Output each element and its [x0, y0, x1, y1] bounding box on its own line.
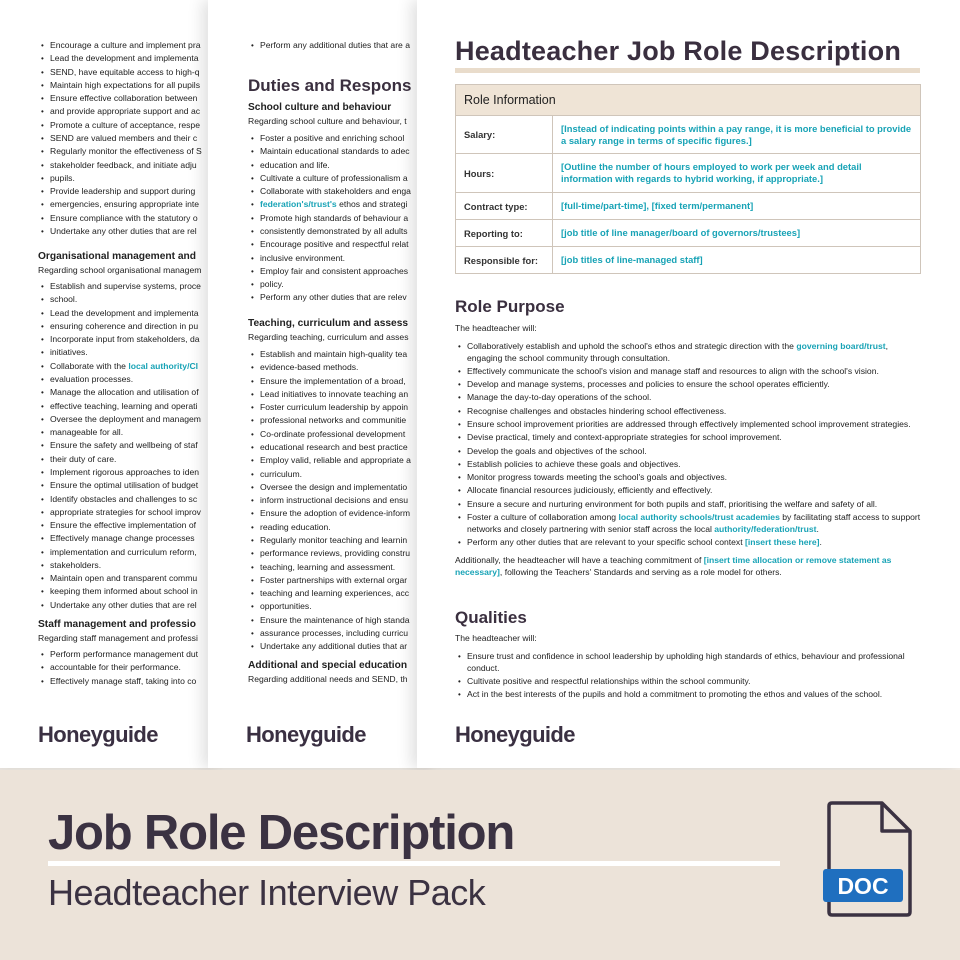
list-item: • consistently demonstrated by all adults — [260, 226, 411, 238]
list-item: • Implement rigorous approaches to iden — [50, 467, 201, 479]
list-item: • assurance processes, including curricu — [260, 628, 411, 640]
page2-section1-link-line — [248, 199, 411, 211]
list-item: • federation's/trust's ethos and strategi — [260, 199, 411, 211]
page2-top-list — [248, 40, 410, 53]
list-item: • inform instructional decisions and ensu — [260, 495, 411, 507]
role-purpose-list-c — [455, 512, 922, 548]
list-item: • initiatives. — [50, 347, 201, 359]
list-item: • their duty of care. — [50, 454, 201, 466]
list-item: • Lead the development and implementa — [50, 53, 202, 65]
document-page-2 — [208, 0, 438, 768]
list-item: • Manage the allocation and utilisation of — [50, 387, 201, 399]
document-page-1 — [0, 0, 220, 768]
list-item: • Ensure effective collaboration between — [50, 93, 202, 105]
list-item: • evaluation processes. — [50, 374, 201, 386]
row-label: Salary: — [456, 116, 553, 154]
doc-file-icon — [820, 800, 916, 918]
list-item: • Maintain educational standards to adec — [260, 146, 411, 158]
row-value: [job title of line manager/board of governors/trustees] — [553, 220, 921, 247]
role-purpose-list — [455, 341, 922, 364]
list-item: • education and life. — [260, 160, 411, 172]
list-item: • performance reviews, providing constru — [260, 548, 411, 560]
list-item: • Lead the development and implementa — [50, 308, 201, 320]
list-item: • Undertake any other duties that are rel — [50, 600, 201, 612]
table-row — [456, 154, 921, 193]
row-value: [full-time/part-time], [fixed term/permanent] — [553, 193, 921, 220]
page2-section3-intro: Regarding additional needs and SEND, th — [248, 674, 408, 684]
role-purpose-list-b — [455, 366, 922, 510]
list-item: • Ensure the maintenance of high standa — [260, 615, 411, 627]
list-item: • Perform any other duties that are relevant to your specific school context [insert these here]. — [467, 537, 922, 549]
list-item: • Ensure the safety and wellbeing of staf — [50, 440, 201, 452]
list-item: • Foster a culture of collaboration among local authority schools/trust academies by facilitating staff access to support networks and closely partnering with senior staff across the local authority/federation/trust. — [467, 512, 922, 535]
list-item: • effective teaching, learning and operati — [50, 401, 201, 413]
page2-section2-list — [248, 349, 411, 653]
list-item: • Ensure the optimal utilisation of budget — [50, 480, 201, 492]
table-row — [456, 193, 921, 220]
table-row — [456, 116, 921, 154]
list-item: • Devise practical, timely and context-appropriate strategies for school improvement. — [467, 432, 922, 444]
doc-label: DOC — [837, 873, 889, 899]
list-item: • Collaborate with the local authority/Cl — [50, 361, 201, 373]
title-underline — [455, 68, 920, 73]
list-item: • Ensure the implementation of a broad, — [260, 376, 411, 388]
table-header: Role Information — [456, 85, 921, 116]
list-item: • pupils. — [50, 173, 202, 185]
page1-section3-list — [38, 649, 198, 687]
list-item: • Employ fair and consistent approaches — [260, 266, 411, 278]
list-item: • Develop the goals and objectives of the school. — [467, 446, 922, 458]
list-item: • Oversee the deployment and managem — [50, 414, 201, 426]
page1-section2-intro: Regarding school organisational managem — [38, 265, 202, 275]
list-item: • stakeholder feedback, and initiate adju — [50, 160, 202, 172]
list-item: • Perform performance management dut — [50, 649, 198, 661]
page1-section2-title: Organisational management and — [38, 251, 196, 262]
list-item: • inclusive environment. — [260, 253, 411, 265]
list-item: • school. — [50, 294, 201, 306]
list-item: • educational research and best practice — [260, 442, 411, 454]
table-row — [456, 247, 921, 274]
banner-subtitle: Headteacher Interview Pack — [48, 872, 486, 913]
list-item: • Lead initiatives to innovate teaching an — [260, 389, 411, 401]
list-item: • Establish and maintain high-quality tea — [260, 349, 411, 361]
list-item: • Perform any additional duties that are a — [260, 40, 410, 52]
list-item: • Encourage a culture and implement pra — [50, 40, 202, 52]
teaching-commitment-text: Additionally, the headteacher will have a teaching commitment of [insert time allocation or remove statement as necessary], following the Teachers' Standards and serving as a role model for others. — [455, 555, 892, 578]
list-item: • Cultivate a culture of professionalism a — [260, 173, 411, 185]
list-item: • Ensure the effective implementation of — [50, 520, 201, 532]
list-item: • emergencies, ensuring appropriate inte — [50, 199, 202, 211]
list-item: • Recognise challenges and obstacles hindering school effectiveness. — [467, 406, 922, 418]
list-item: • policy. — [260, 279, 411, 291]
list-item: • Monitor progress towards meeting the school's goals and objectives. — [467, 472, 922, 484]
list-item: • SEND are valued members and their c — [50, 133, 202, 145]
banner-title: Job Role Description — [48, 806, 515, 860]
page2-section1-title: School culture and behaviour — [248, 102, 392, 113]
list-item: • Foster partnerships with external orgar — [260, 575, 411, 587]
list-item: • and provide appropriate support and ac — [50, 106, 202, 118]
list-item: • Foster curriculum leadership by appoin — [260, 402, 411, 414]
list-item: • accountable for their performance. — [50, 662, 198, 674]
page1-top-list — [38, 40, 202, 239]
list-item: • Collaborate with stakeholders and enga — [260, 186, 411, 198]
page2-section1-list — [248, 133, 411, 198]
page1-section3-intro: Regarding staff management and professi — [38, 633, 198, 643]
list-item: • manageable for all. — [50, 427, 201, 439]
list-item: • Oversee the design and implementatio — [260, 482, 411, 494]
page2-section2-title: Teaching, curriculum and assess — [248, 318, 409, 329]
list-item: • Undertake any additional duties that ar — [260, 641, 411, 653]
list-item: • Ensure the adoption of evidence-inform — [260, 508, 411, 520]
row-label: Responsible for: — [456, 247, 553, 274]
list-item: • Undertake any other duties that are rel — [50, 226, 202, 238]
qualities-heading: Qualities — [455, 608, 527, 627]
list-item: • Employ valid, reliable and appropriate a — [260, 455, 411, 467]
list-item: • Provide leadership and support during — [50, 186, 202, 198]
list-item: • Maintain high expectations for all pupils — [50, 80, 202, 92]
list-item: • Establish and supervise systems, proce — [50, 281, 201, 293]
list-item: • Perform any other duties that are relev — [260, 292, 411, 304]
list-item: • Maintain open and transparent commu — [50, 573, 201, 585]
page2-section1-list-b — [248, 213, 411, 304]
list-item: • Effectively manage staff, taking into co — [50, 676, 198, 688]
qualities-intro: The headteacher will: — [455, 633, 537, 643]
table-row — [456, 220, 921, 247]
page1-section3-title: Staff management and professio — [38, 619, 196, 630]
list-item: • Identify obstacles and challenges to sc — [50, 494, 201, 506]
row-value: [Instead of indicating points within a pay range, it is more beneficial to provide a salary range in terms of specific figures.] — [553, 116, 921, 154]
list-item: • appropriate strategies for school improv — [50, 507, 201, 519]
list-item: • Ensure school improvement priorities are addressed through effectively implemented school improvement strategies. — [467, 419, 922, 431]
list-item: • Foster a positive and enriching school — [260, 133, 411, 145]
row-label: Reporting to: — [456, 220, 553, 247]
page1-section2-list-b — [38, 361, 201, 373]
list-item: • curriculum. — [260, 469, 411, 481]
list-item: • Allocate financial resources judiciously, efficiently and effectively. — [467, 485, 922, 497]
list-item: • Ensure compliance with the statutory o — [50, 213, 202, 225]
list-item: • Promote high standards of behaviour a — [260, 213, 411, 225]
list-item: • Regularly monitor teaching and learnin — [260, 535, 411, 547]
list-item: • SEND, have equitable access to high-q — [50, 67, 202, 79]
list-item: • Manage the day-to-day operations of the school. — [467, 392, 922, 404]
document-title: Headteacher Job Role Description — [455, 36, 902, 66]
row-label: Hours: — [456, 154, 553, 193]
document-page-3 — [417, 0, 960, 768]
role-purpose-intro: The headteacher will: — [455, 323, 537, 333]
row-label: Contract type: — [456, 193, 553, 220]
list-item: • reading education. — [260, 522, 411, 534]
page1-section2-list-c — [38, 374, 201, 611]
list-item: • Act in the best interests of the pupils and hold a commitment to promoting the ethos and values of the school. — [467, 689, 922, 701]
list-item: • Effectively communicate the school's vision and manage staff and resources to align with the school's vision. — [467, 366, 922, 378]
list-item: • Effectively manage change processes — [50, 533, 201, 545]
page2-section2-intro: Regarding teaching, curriculum and asses — [248, 332, 409, 342]
list-item: • Ensure trust and confidence in school leadership by upholding high standards of ethics, behaviour and professional conduct. — [467, 651, 922, 674]
list-item: • Cultivate positive and respectful relationships within the school community. — [467, 676, 922, 688]
list-item: • Develop and manage systems, processes and policies to ensure the school operates efficiently. — [467, 379, 922, 391]
role-purpose-heading: Role Purpose — [455, 297, 565, 316]
list-item: • teaching, learning and assessment. — [260, 562, 411, 574]
list-item: • Encourage positive and respectful relat — [260, 239, 411, 251]
list-item: • keeping them informed about school in — [50, 586, 201, 598]
honeyguide-logo: Honeyguide — [246, 722, 366, 747]
list-item: • ensuring coherence and direction in pu — [50, 321, 201, 333]
list-item: • Establish policies to achieve these goals and objectives. — [467, 459, 922, 471]
list-item: • Ensure a secure and nurturing environment for both pupils and staff, prioritising the welfare and safety of all. — [467, 499, 922, 511]
row-value: [Outline the number of hours employed to work per week and detail information with regards to hybrid working, if appropriate.] — [553, 154, 921, 193]
list-item: • professional networks and communitie — [260, 415, 411, 427]
list-item: • opportunities. — [260, 601, 411, 613]
list-item: • Incorporate input from stakeholders, da — [50, 334, 201, 346]
page1-section2-list — [38, 281, 201, 359]
list-item: • Collaboratively establish and uphold the school's ethos and strategic direction with the governing board/trust, engaging the school community through consultation. — [467, 341, 922, 364]
list-item: • implementation and curriculum reform, — [50, 547, 201, 559]
banner-divider — [48, 861, 780, 866]
list-item: • Co-ordinate professional development — [260, 429, 411, 441]
honeyguide-logo: Honeyguide — [455, 722, 575, 747]
list-item: • Regularly monitor the effectiveness of S — [50, 146, 202, 158]
honeyguide-logo: Honeyguide — [38, 722, 158, 747]
list-item: • stakeholders. — [50, 560, 201, 572]
page2-heading: Duties and Respons — [248, 76, 412, 95]
role-information-table — [455, 84, 921, 274]
list-item: • evidence-based methods. — [260, 362, 411, 374]
row-value: [job titles of line-managed staff] — [553, 247, 921, 274]
list-item: • Promote a culture of acceptance, respe — [50, 120, 202, 132]
qualities-list — [455, 651, 922, 701]
page2-section1-intro: Regarding school culture and behaviour, t — [248, 116, 407, 126]
list-item: • teaching and learning experiences, acc — [260, 588, 411, 600]
page2-section3-title: Additional and special education — [248, 660, 408, 671]
